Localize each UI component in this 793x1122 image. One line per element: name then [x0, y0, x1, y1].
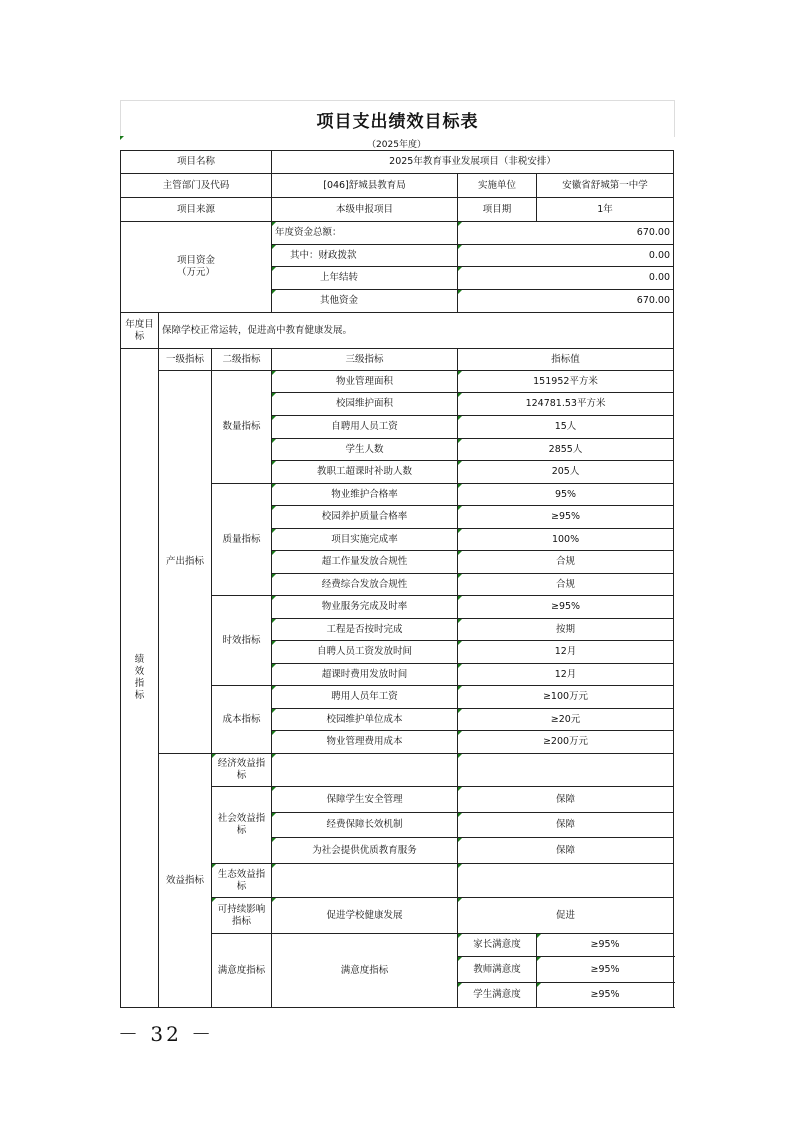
fund-carryover-value: 0.00	[458, 267, 674, 290]
funds-label	[121, 222, 272, 313]
table-row: 自聘用人员工资	[272, 416, 458, 439]
table-row: 教师满意度	[458, 957, 537, 983]
table-cell-value: ≥95%	[537, 934, 674, 957]
table-cell-value: 205人	[458, 461, 674, 484]
table-cell-value: 合规	[458, 574, 674, 596]
table-row: 聘用人员年工资	[272, 686, 458, 709]
fund-other-value: 670.00	[458, 290, 674, 313]
table-row: 物业管理面积	[272, 371, 458, 393]
table-cell-value: 151952平方米	[458, 371, 674, 393]
impl-label: 实施单位	[458, 174, 537, 198]
table-row: 保障学生安全管理	[272, 787, 458, 813]
perf-indicator-label: 绩效指标	[121, 349, 159, 1008]
performance-table	[120, 150, 674, 1008]
quantity-indicator-label: 数量指标	[212, 371, 272, 484]
table-cell-value: ≥20元	[458, 709, 674, 731]
table-cell-value: 12月	[458, 641, 674, 664]
table-cell-value: ≥95%	[537, 983, 674, 1008]
dept-label: 主管部门及代码	[121, 174, 272, 198]
table-row: 学生人数	[272, 439, 458, 461]
table-row: 家长满意度	[458, 934, 537, 957]
fund-total-value: 670.00	[458, 222, 674, 245]
table-title: 项目支出绩效目标表	[120, 100, 675, 137]
fund-carryover-label: 上年结转	[272, 267, 458, 290]
funds-label-text: 项目资金	[177, 255, 216, 266]
table-cell-value: ≥100万元	[458, 686, 674, 709]
fund-total-label: 年度资金总额：	[272, 222, 458, 245]
table-row: 物业服务完成及时率	[272, 596, 458, 619]
table-row	[272, 754, 458, 787]
table-cell-value: ≥95%	[458, 506, 674, 529]
table-row: 超课时费用发放时间	[272, 664, 458, 686]
table-cell-value: 促进	[458, 898, 674, 934]
year-subtitle: （2025年度）	[367, 139, 426, 150]
page-number: － 32 －	[118, 1022, 215, 1046]
header-level2: 二级指标	[212, 349, 272, 371]
table-cell-value: 100%	[458, 529, 674, 551]
timeliness-indicator-label: 时效指标	[212, 596, 272, 686]
table-row: 促进学校健康发展	[272, 898, 458, 934]
eco-indicator-label: 生态效益指标	[212, 864, 272, 898]
table-cell-value: 保障	[458, 787, 674, 813]
period-label: 项目期	[458, 198, 537, 222]
table-cell-value	[458, 754, 674, 787]
header-level1: 一级指标	[159, 349, 212, 371]
annual-goal-label: 年度目标	[121, 313, 159, 349]
table-row: 校园维护单位成本	[272, 709, 458, 731]
table-row: 经费综合发放合规性	[272, 574, 458, 596]
source-value: 本级申报项目	[272, 198, 458, 222]
table-cell-value: 合规	[458, 551, 674, 574]
table-cell-value: 保障	[458, 838, 674, 864]
header-level3: 三级指标	[272, 349, 458, 371]
quality-indicator-label: 质量指标	[212, 484, 272, 596]
satisfaction-l2-label: 满意度指标	[272, 934, 458, 1008]
table-row: 物业维护合格率	[272, 484, 458, 506]
cost-indicator-label: 成本指标	[212, 686, 272, 754]
social-indicator-label: 社会效益指标	[212, 787, 272, 864]
table-cell-value: 124781.53平方米	[458, 393, 674, 416]
table-row: 学生满意度	[458, 983, 537, 1008]
sustain-indicator-label: 可持续影响指标	[212, 898, 272, 934]
project-name-label: 项目名称	[121, 151, 272, 174]
table-row: 校园维护面积	[272, 393, 458, 416]
header-value: 指标值	[458, 349, 674, 371]
table-row: 超工作量发放合规性	[272, 551, 458, 574]
period-value: 1年	[537, 198, 674, 222]
table-row	[272, 864, 458, 898]
impl-value: 安徽省舒城第一中学	[537, 174, 674, 198]
table-row: 教职工超课时补助人数	[272, 461, 458, 484]
table-row: 物业管理费用成本	[272, 731, 458, 754]
table-cell-value: ≥95%	[537, 957, 674, 983]
annual-goal-text: 保障学校正常运转，促进高中教育健康发展。	[159, 313, 674, 349]
table-cell-value: ≥200万元	[458, 731, 674, 754]
fund-fiscal-value: 0.00	[458, 245, 674, 267]
table-cell-value	[458, 864, 674, 898]
table-cell-value: ≥95%	[458, 596, 674, 619]
table-row: 工程是否按时完成	[272, 619, 458, 641]
fund-fiscal-label: 其中：财政拨款	[272, 245, 458, 267]
table-row: 自聘人员工资发放时间	[272, 641, 458, 664]
table-cell-value: 12月	[458, 664, 674, 686]
economic-indicator-label: 经济效益指标	[212, 754, 272, 787]
table-cell-value: 95%	[458, 484, 674, 506]
satisfaction-l1-label: 满意度指标	[212, 934, 272, 1008]
table-row: 项目实施完成率	[272, 529, 458, 551]
table-row: 为社会提供优质教育服务	[272, 838, 458, 864]
table-cell-value: 按期	[458, 619, 674, 641]
fund-other-label: 其他资金	[272, 290, 458, 313]
funds-unit: （万元）	[177, 267, 216, 278]
table-row: 经费保障长效机制	[272, 813, 458, 838]
dept-value: [046]舒城县教育局	[272, 174, 458, 198]
table-cell-value: 15人	[458, 416, 674, 439]
project-name-value: 2025年教育事业发展项目（非税安排）	[272, 151, 674, 174]
table-cell-value: 2855人	[458, 439, 674, 461]
output-indicator-label: 产出指标	[159, 371, 212, 754]
source-label: 项目来源	[121, 198, 272, 222]
benefit-indicator-label: 效益指标	[159, 754, 212, 1008]
table-row: 校园养护质量合格率	[272, 506, 458, 529]
table-cell-value: 保障	[458, 813, 674, 838]
